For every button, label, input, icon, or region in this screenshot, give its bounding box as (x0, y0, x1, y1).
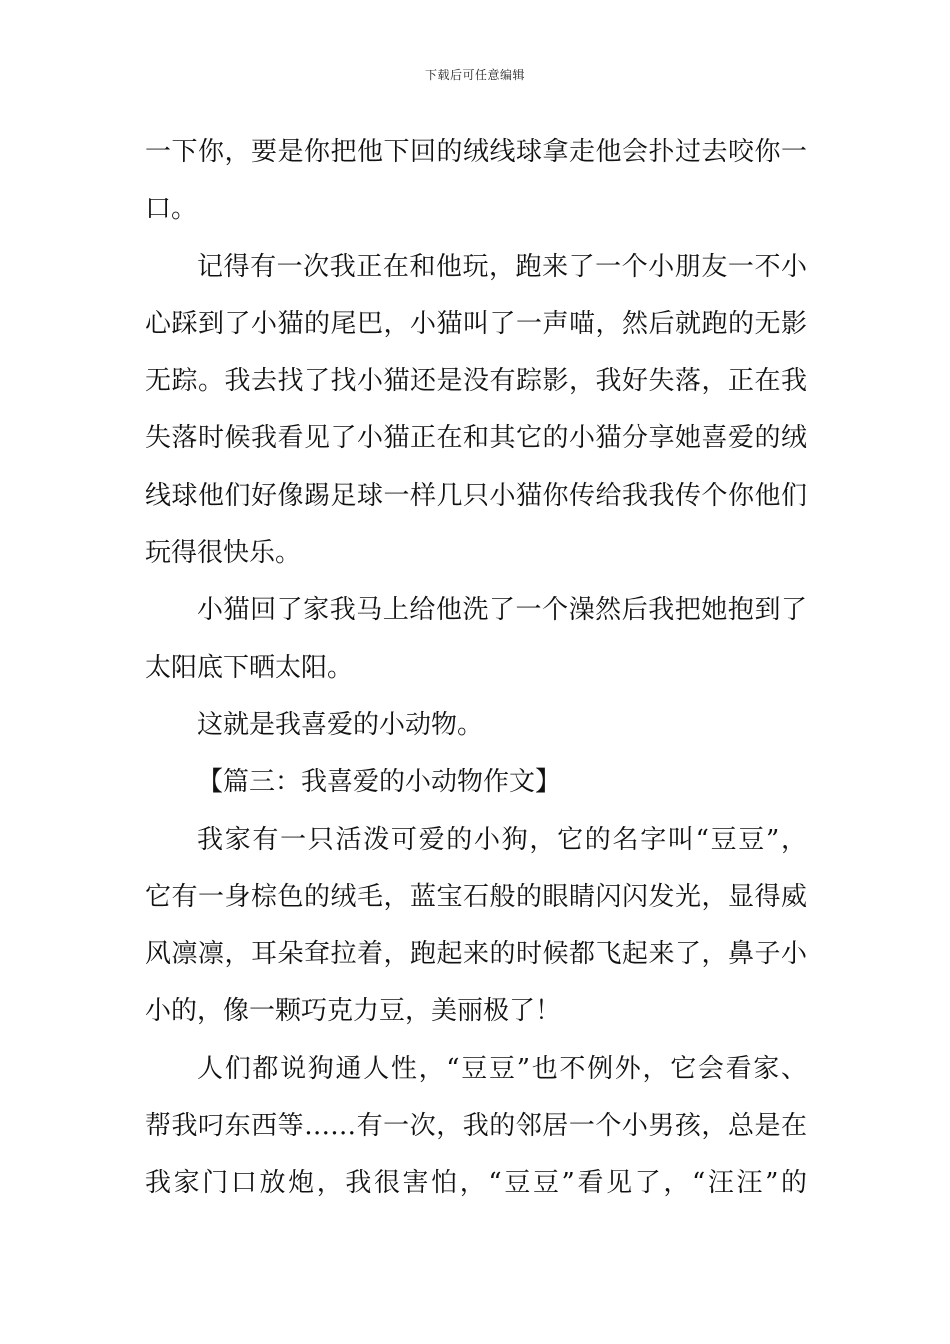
text-line: 小猫回了家我马上给他洗了一个澡然后我把她抱到了 (197, 595, 807, 626)
text-line: 风凛凛，耳朵耷拉着，跑起来的时候都飞起来了，鼻子小 (145, 939, 807, 970)
text-line: 这就是我喜爱的小动物。 (197, 709, 484, 740)
text-line: 太阳底下晒太阳。 (145, 652, 354, 683)
text-line: 小的，像一颗巧克力豆，美丽极了！ (145, 996, 562, 1027)
text-line: 一下你，要是你把他下回的绒线球拿走他会扑过去咬你一 (145, 137, 807, 167)
text-line: 人们都说狗通人性，“豆豆”也不例外，它会看家、 (197, 1053, 807, 1084)
text-line: 口。 (145, 194, 198, 225)
page-header-note: 下载后可任意编辑 (424, 68, 525, 82)
text-line: 失落时候我看见了小猫正在和其它的小猫分享她喜爱的绒 (145, 423, 807, 454)
text-line: 它有一身棕色的绒毛，蓝宝石般的眼睛闪闪发光，显得威 (145, 881, 807, 912)
text-line: 玩得很快乐。 (145, 538, 302, 569)
text-line: 线球他们好像踢足球一样几只小猫你传给我我传个你他们 (145, 480, 807, 511)
text-line: 帮我叼东西等……有一次，我的邻居一个小男孩，总是在 (145, 1111, 807, 1142)
text-line: 记得有一次我正在和他玩，跑来了一个小朋友一不小 (197, 251, 807, 282)
text-line: 无踪。我去找了找小猫还是没有踪影，我好失落，正在我 (145, 366, 807, 397)
text-line: 我家有一只活泼可爱的小狗，它的名字叫“豆豆”， (197, 824, 807, 855)
section-heading: 【篇三：我喜爱的小动物作文】 (197, 767, 562, 798)
document-body (145, 124, 807, 1213)
text-line: 我家门口放炮，我很害怕，“豆豆”看见了，“汪汪”的 (145, 1168, 807, 1199)
text-line: 心踩到了小猫的尾巴，小猫叫了一声喵，然后就跑的无影 (145, 308, 807, 339)
